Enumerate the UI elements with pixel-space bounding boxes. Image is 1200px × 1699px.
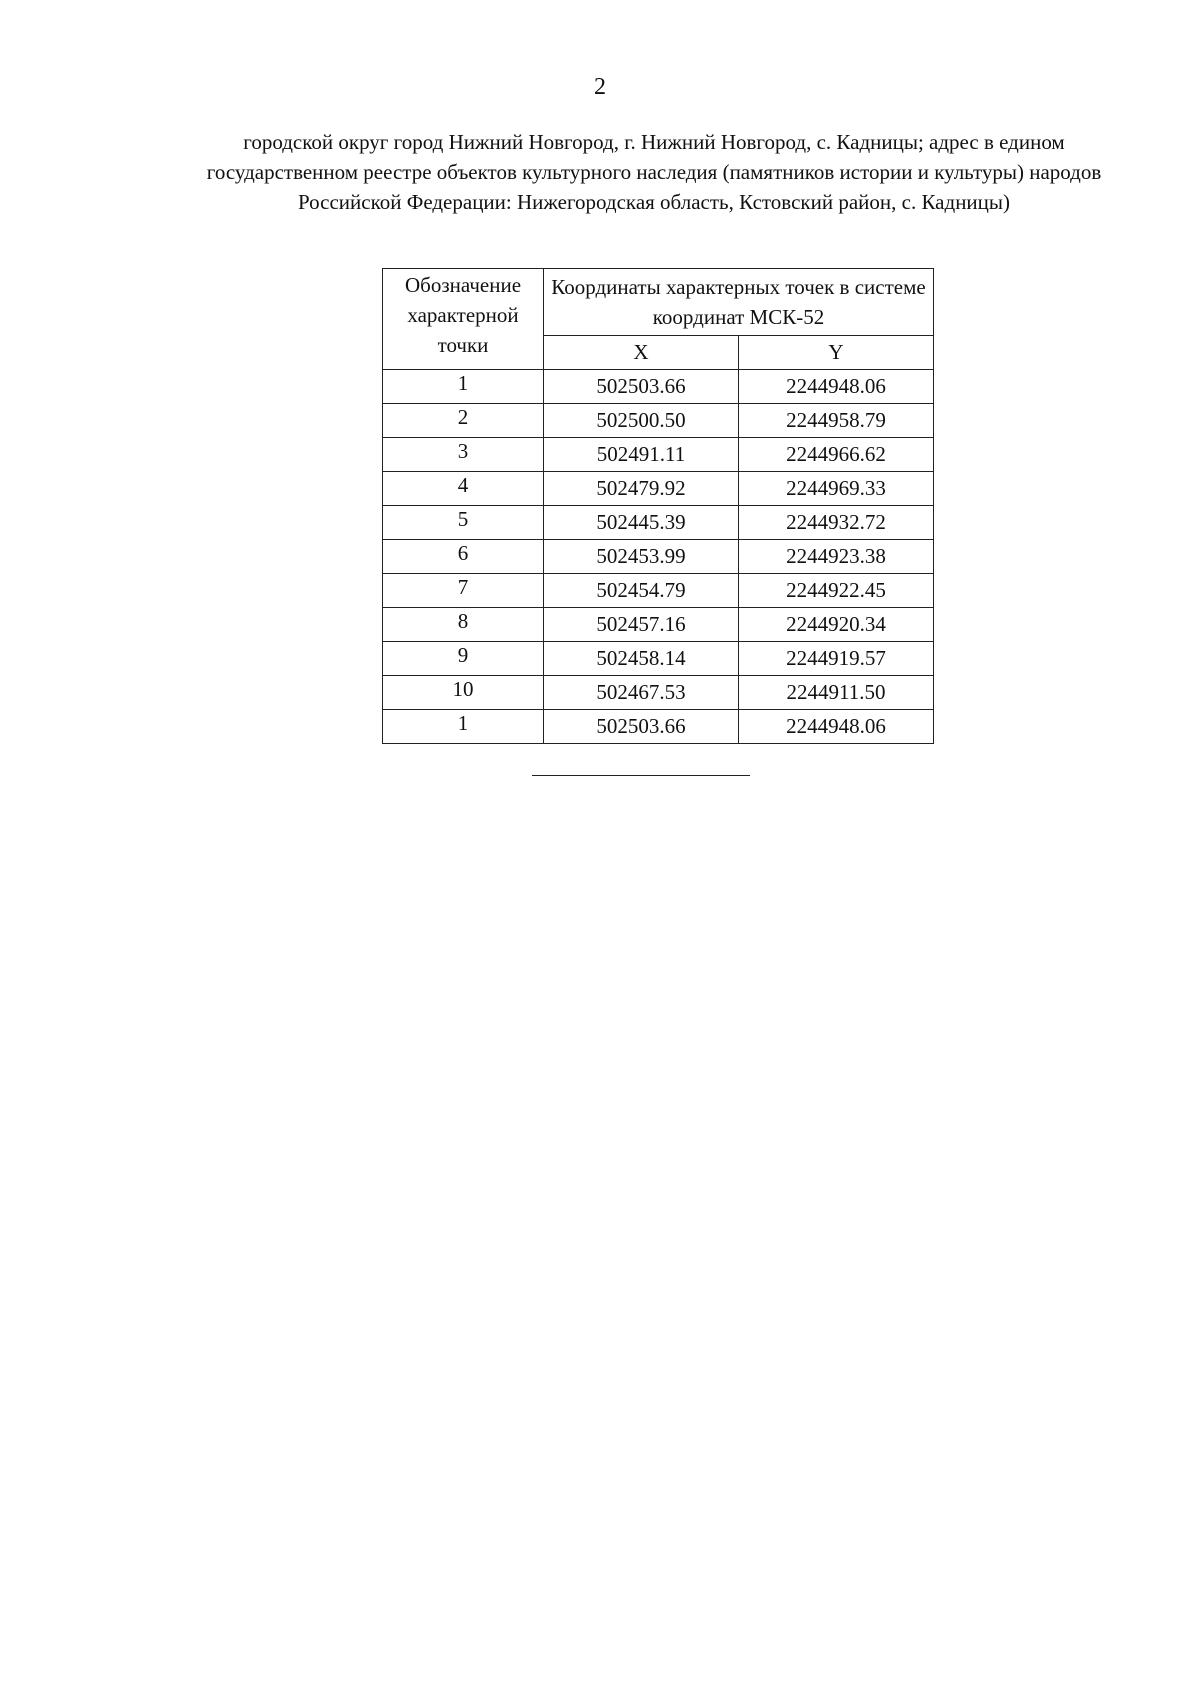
end-divider-line — [532, 775, 750, 776]
x-cell: 502457.16 — [544, 608, 739, 642]
table-row — [383, 370, 934, 404]
header-point: Обозначение характерной точки — [383, 269, 544, 370]
y-cell: 2244966.62 — [739, 438, 934, 472]
table-row — [383, 472, 934, 506]
point-cell: 8 — [383, 608, 544, 642]
table-row — [383, 540, 934, 574]
y-cell: 2244911.50 — [739, 676, 934, 710]
point-cell: 5 — [383, 506, 544, 540]
x-cell: 502491.11 — [544, 438, 739, 472]
y-cell: 2244932.72 — [739, 506, 934, 540]
y-cell: 2244922.45 — [739, 574, 934, 608]
point-cell: 3 — [383, 438, 544, 472]
table-row — [383, 608, 934, 642]
x-cell: 502500.50 — [544, 404, 739, 438]
x-cell: 502445.39 — [544, 506, 739, 540]
point-cell: 9 — [383, 642, 544, 676]
y-cell: 2244969.33 — [739, 472, 934, 506]
y-cell: 2244920.34 — [739, 608, 934, 642]
header-coordinates: Координаты характерных точек в системе координат МСК-52 — [544, 269, 934, 336]
point-cell: 4 — [383, 472, 544, 506]
x-cell: 502503.66 — [544, 370, 739, 404]
x-cell: 502454.79 — [544, 574, 739, 608]
x-cell: 502503.66 — [544, 710, 739, 744]
y-cell: 2244948.06 — [739, 370, 934, 404]
table-row — [383, 574, 934, 608]
y-cell: 2244923.38 — [739, 540, 934, 574]
y-cell: 2244948.06 — [739, 710, 934, 744]
x-cell: 502453.99 — [544, 540, 739, 574]
table-row — [383, 506, 934, 540]
point-cell: 10 — [383, 676, 544, 710]
point-cell: 1 — [383, 370, 544, 404]
y-cell: 2244958.79 — [739, 404, 934, 438]
x-cell: 502467.53 — [544, 676, 739, 710]
point-cell: 1 — [383, 710, 544, 744]
coordinates-table — [382, 268, 934, 744]
x-cell: 502479.92 — [544, 472, 739, 506]
intro-paragraph: городской округ город Нижний Новгород, г. Нижний Новгород, с. Кадницы; адрес в едином государственном реестре объектов культурного наследия (памятников истории и культуры) народов Российской Федерации: Нижегородская область, Кстовский район, с. Кадницы) — [206, 130, 1102, 214]
point-cell: 2 — [383, 404, 544, 438]
point-cell: 6 — [383, 540, 544, 574]
page-number: 2 — [594, 74, 606, 100]
table-row — [383, 438, 934, 472]
table-row — [383, 642, 934, 676]
x-cell: 502458.14 — [544, 642, 739, 676]
header-y: Y — [739, 336, 934, 370]
table-row — [383, 404, 934, 438]
table-row — [383, 710, 934, 744]
coordinates-table-body — [383, 370, 934, 744]
header-x: X — [544, 336, 739, 370]
y-cell: 2244919.57 — [739, 642, 934, 676]
table-row — [383, 676, 934, 710]
point-cell: 7 — [383, 574, 544, 608]
